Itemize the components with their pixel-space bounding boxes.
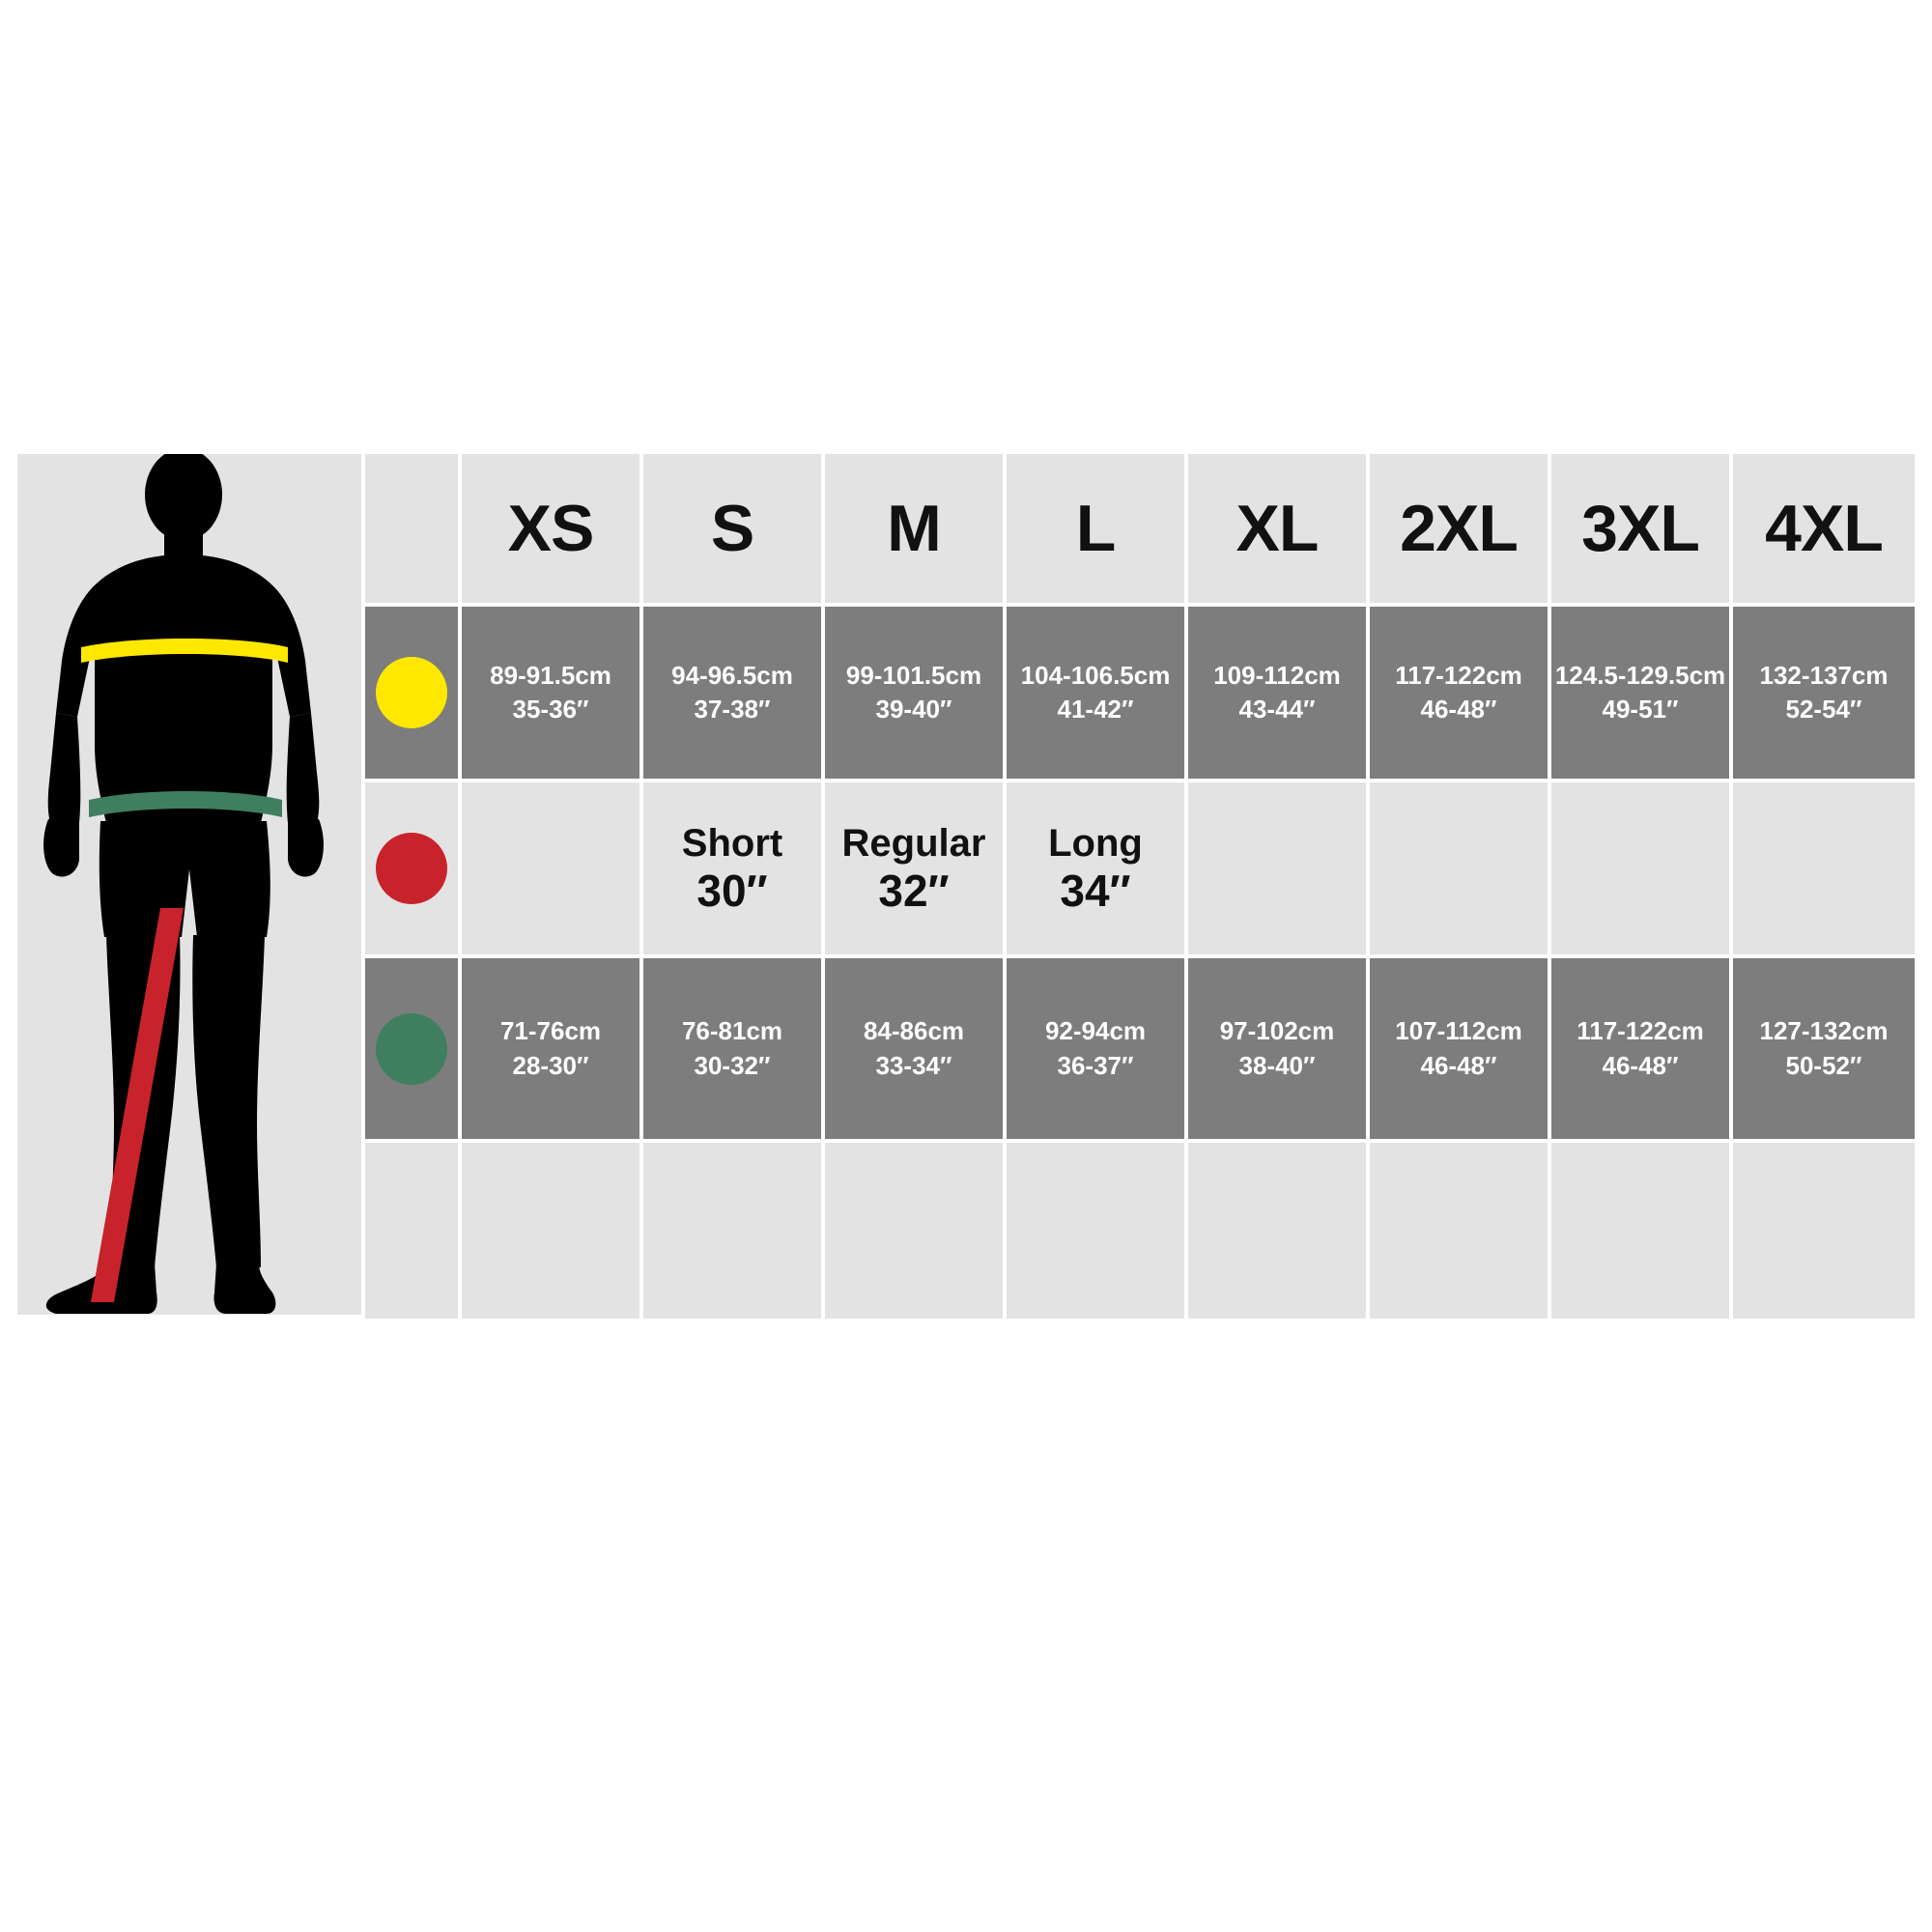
leg-length-s: Short 30″ [643,782,825,958]
waist-band [89,791,282,817]
marker-header-cell [365,454,462,607]
leg-length-2xl [1370,782,1551,958]
green-dot-icon [376,1013,447,1085]
waist-xs: 71-76cm 28-30″ [462,958,643,1143]
chest-l: 104-106.5cm 41-42″ [1007,607,1188,782]
chest-band [81,639,288,663]
size-chart-grid [17,454,1915,1319]
chest-xl: 109-112cm 43-44″ [1188,607,1370,782]
leg-length-xl [1188,782,1370,958]
chest-2xl: 117-122cm 46-48″ [1370,607,1551,782]
footer-m [825,1143,1007,1319]
size-header-xl: XL [1188,454,1370,607]
chest-xs: 89-91.5cm 35-36″ [462,607,643,782]
waist-xl: 97-102cm 38-40″ [1188,958,1370,1143]
leg-length-line [91,908,184,1302]
leg-length-3xl [1551,782,1733,958]
footer-xs [462,1143,643,1319]
leg-length-l: Long 34″ [1007,782,1188,958]
yellow-dot-icon [376,657,447,728]
size-header-l: L [1007,454,1188,607]
waist-2xl: 107-112cm 46-48″ [1370,958,1551,1143]
size-header-m: M [825,454,1007,607]
leg-length-marker-cell [365,782,462,958]
footer-4xl [1733,1143,1915,1319]
chest-marker-cell [365,607,462,782]
leg-length-4xl [1733,782,1915,958]
footer-l [1007,1143,1188,1319]
chest-3xl: 124.5-129.5cm 49-51″ [1551,607,1733,782]
waist-4xl: 127-132cm 50-52″ [1733,958,1915,1143]
waist-marker-cell [365,958,462,1143]
chest-m: 99-101.5cm 39-40″ [825,607,1007,782]
size-chart [17,454,1915,1319]
chest-4xl: 132-137cm 52-54″ [1733,607,1915,782]
footer-2xl [1370,1143,1551,1319]
body-figure-cell [17,454,365,1319]
size-header-s: S [643,454,825,607]
footer-s [643,1143,825,1319]
waist-l: 92-94cm 36-37″ [1007,958,1188,1143]
size-header-4xl: 4XL [1733,454,1915,607]
red-dot-icon [376,833,447,904]
size-header-xs: XS [462,454,643,607]
male-body-silhouette [17,454,365,1319]
footer-xl [1188,1143,1370,1319]
leg-length-xs [462,782,643,958]
size-header-3xl: 3XL [1551,454,1733,607]
waist-3xl: 117-122cm 46-48″ [1551,958,1733,1143]
footer-3xl [1551,1143,1733,1319]
leg-length-m: Regular 32″ [825,782,1007,958]
footer-marker-cell [365,1143,462,1319]
size-header-2xl: 2XL [1370,454,1551,607]
waist-m: 84-86cm 33-34″ [825,958,1007,1143]
waist-s: 76-81cm 30-32″ [643,958,825,1143]
chest-s: 94-96.5cm 37-38″ [643,607,825,782]
